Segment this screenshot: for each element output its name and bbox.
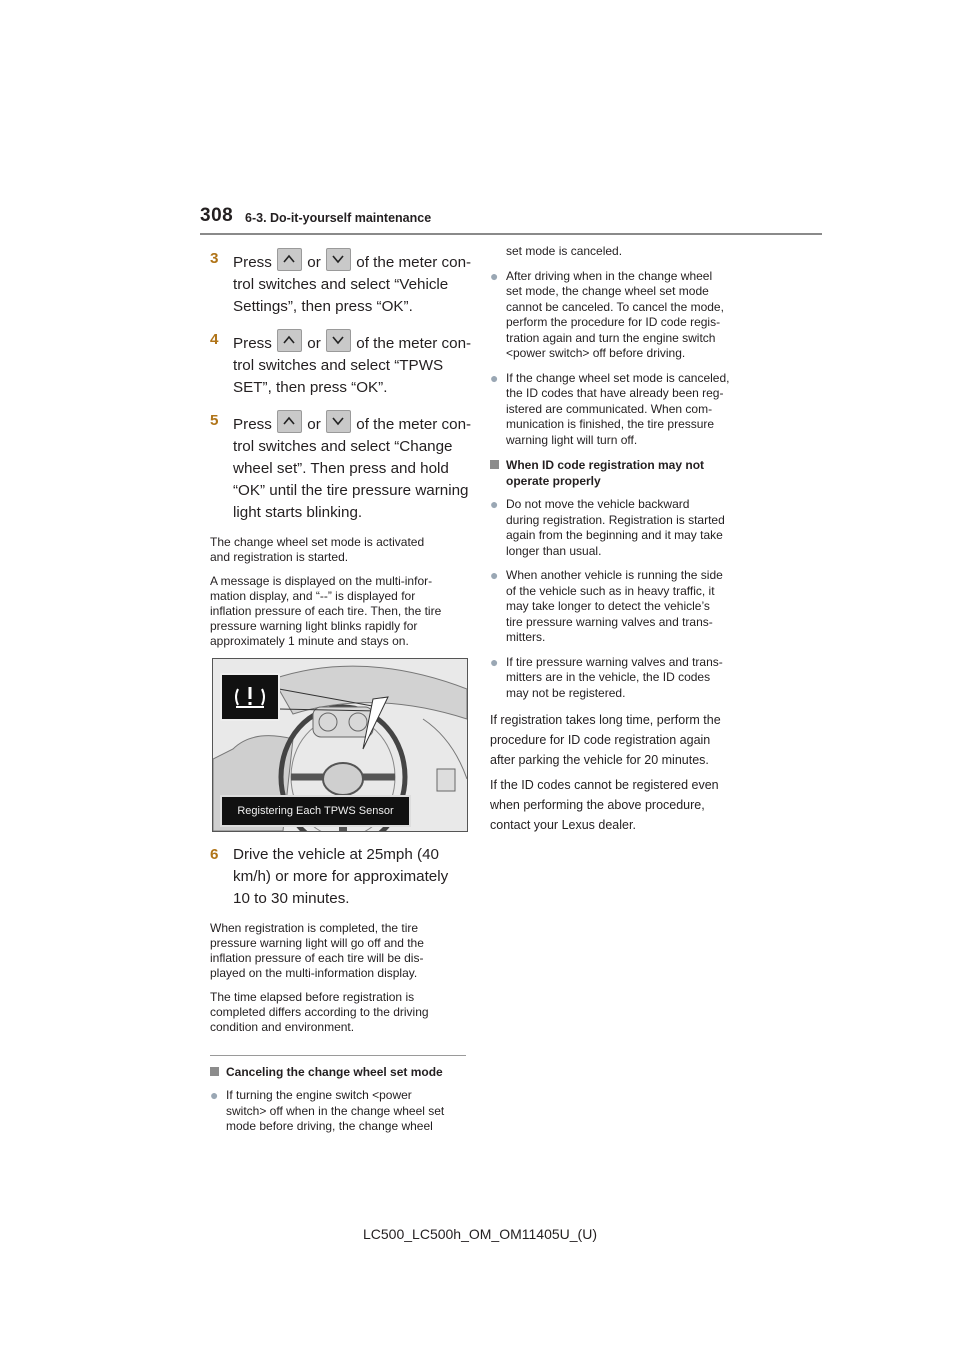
step-text: of the meter con- <box>356 335 472 352</box>
bullet-dot-icon: ● <box>490 567 499 583</box>
step-text: Press <box>233 254 272 271</box>
step-3 <box>210 248 472 318</box>
step-number: 4 <box>210 331 219 348</box>
step-text: wheel set”. Then press and hold <box>233 460 449 477</box>
document-code-footer: LC500_LC500h_OM_OM11405U_(U) <box>363 1226 597 1242</box>
up-arrow-key-icon <box>277 329 302 352</box>
step-text: km/h) or more for approximately <box>233 868 449 885</box>
step-6 <box>210 844 472 910</box>
step-text: Press <box>233 335 272 352</box>
list-item: ● If the change wheel set mode is canceled, the ID codes that have already been reg- istered are communicated. When com- munication is finished, the tire pressure warning light will turn off. <box>490 369 730 447</box>
list-item-continuation: set mode is canceled. <box>506 244 623 258</box>
step-4 <box>210 329 472 399</box>
note-paragraph: When registration is completed, the tire pressure warning light will go off and the inflation pressure of each tire will be dis- played on the multi-information display. <box>210 921 424 980</box>
down-arrow-key-icon <box>326 248 351 271</box>
step-text: or <box>307 254 321 271</box>
step-text: SET”, then press “OK”. <box>233 379 388 396</box>
step-number: 6 <box>210 846 219 863</box>
step-text: trol switches and select “Change <box>233 438 453 455</box>
step-text: light starts blinking. <box>233 504 363 521</box>
down-arrow-key-icon <box>326 410 351 433</box>
bullet-dot-icon: ● <box>490 653 499 670</box>
section-divider <box>210 1055 466 1056</box>
step-number: 5 <box>210 412 219 429</box>
list-item: ● After driving when in the change wheel set mode, the change wheel set mode cannot be canceled. To cancel the mode, perform the procedure for ID code regis- tration again and turn the engine switch <power switch> off before driving. <box>490 267 724 360</box>
bullet-dot-icon: ● <box>210 1087 219 1103</box>
down-arrow-key-icon <box>326 329 351 352</box>
square-marker-icon <box>490 460 499 469</box>
step-text: trol switches and select “Vehicle <box>233 276 449 293</box>
list-item: ● If turning the engine switch <power switch> off when in the change wheel set mode before driving, the change wheel <box>210 1087 445 1133</box>
note-paragraph: The time elapsed before registration is completed differs according to the driving condition and environment. <box>210 990 429 1034</box>
up-arrow-key-icon <box>277 410 302 433</box>
step-text: or <box>307 416 321 433</box>
step-text: Settings”, then press “OK”. <box>233 298 413 315</box>
list-item: ● If tire pressure warning valves and trans- mitters are in the vehicle, the ID codes may not be registered. <box>490 653 723 700</box>
closing-paragraph: If the ID codes cannot be registered even when performing the above procedure, contact your Lexus dealer. <box>490 778 719 832</box>
step-text: Drive the vehicle at 25mph (40 <box>233 846 439 863</box>
registration-section-heading: When ID code registration may not operate properly <box>490 457 760 489</box>
note-paragraph: A message is displayed on the multi-infor- mation display, and “--” is displayed for inflation pressure of each tire. Then, the tire pressure warning light blinks rapidly for approximately 1 minute and stays on. <box>210 574 442 648</box>
step-text: of the meter con- <box>356 254 472 271</box>
note-paragraph: The change wheel set mode is activated and registration is started. <box>210 535 425 564</box>
list-item: ● When another vehicle is running the side of the vehicle such as in heavy traffic, it may take longer to detect the vehicle’s tire pressure warning valves and trans- mitters. <box>490 567 723 644</box>
bullet-dot-icon: ● <box>490 369 499 386</box>
square-marker-icon <box>210 1067 219 1076</box>
page-number: 308 <box>200 205 234 226</box>
left-column <box>210 248 472 1144</box>
bullet-dot-icon: ● <box>490 496 499 512</box>
step-text: of the meter con- <box>356 416 472 433</box>
closing-paragraph: If registration takes long time, perform the procedure for ID code registration again after parking the vehicle for 20 minutes. <box>490 713 721 767</box>
bullet-dot-icon: ● <box>490 267 499 284</box>
step-text: or <box>307 335 321 352</box>
cancel-section-heading: Canceling the change wheel set mode <box>210 1064 472 1080</box>
tire-pressure-warning-icon <box>220 673 280 721</box>
step-text: Press <box>233 416 272 433</box>
registration-message-banner: Registering Each TPWS Sensor <box>220 795 411 827</box>
step-5 <box>210 410 472 524</box>
step-text: “OK” until the tire pressure warning <box>233 482 469 499</box>
up-arrow-key-icon <box>277 248 302 271</box>
dashboard-illustration <box>212 658 468 832</box>
section-title: 6-3. Do-it-yourself maintenance <box>245 211 432 225</box>
step-text: trol switches and select “TPWS <box>233 357 444 374</box>
header-rule <box>200 233 822 235</box>
step-text: 10 to 30 minutes. <box>233 890 350 907</box>
list-item: ● Do not move the vehicle backward during registration. Registration is started again from the beginning and it may take longer than usual. <box>490 496 725 558</box>
step-number: 3 <box>210 250 219 267</box>
right-column <box>490 244 760 840</box>
